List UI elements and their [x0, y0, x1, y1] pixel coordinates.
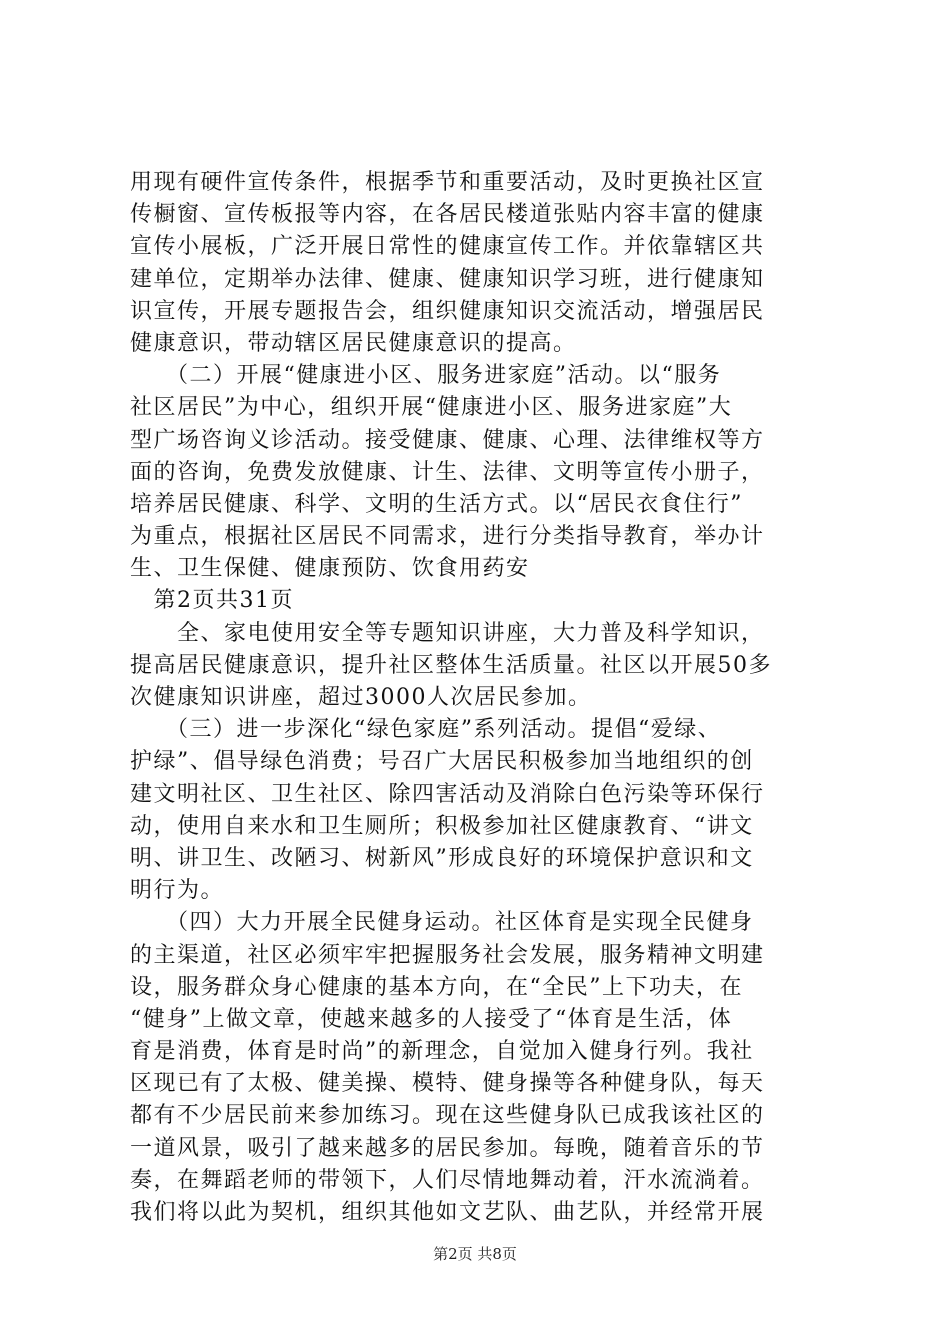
text-line: 生、卫生保健、健康预防、饮食用药安	[130, 556, 530, 582]
text-line: 培养居民健康、科学、文明的生活方式。以“居民衣食住行”	[130, 491, 743, 517]
text-line: 的主渠道，社区必须牢牢把握服务社会发展，服务精神文明建	[130, 942, 765, 968]
text-line: 健康意识，带动辖区居民健康意识的提高。	[130, 330, 577, 356]
body-text	[130, 167, 830, 1229]
text-line: 建文明社区、卫生社区、除四害活动及消除白色污染等环保行	[130, 781, 765, 807]
text-line: 传橱窗、宣传板报等内容，在各居民楼道张贴内容丰富的健康	[130, 202, 765, 228]
text-line: 用现有硬件宣传条件，根据季节和重要活动，及时更换社区宣	[130, 170, 765, 195]
text-line: 一道风景，吸引了越来越多的居民参加。每晚，随着音乐的节	[130, 1135, 765, 1161]
text-line: 动，使用自来水和卫生厕所；积极参加社区健康教育、“讲文	[130, 813, 754, 839]
text-line: 型广场咨询义诊活动。接受健康、健康、心理、法律维权等方	[130, 427, 765, 453]
page-footer: 第2页 共8页	[433, 1245, 517, 1263]
text-line: 为重点，根据社区居民不同需求，进行分类指导教育，举办计	[130, 524, 765, 550]
text-line: 设，服务群众身心健康的基本方向，在“全民”上下功夫，在	[130, 974, 743, 1000]
text-line: （三）进一步深化“绿色家庭”系列活动。提倡“爱绿、	[130, 717, 722, 743]
text-line: 全、家电使用安全等专题知识讲座，大力普及科学知识，	[130, 620, 765, 646]
text-line: 社区居民”为中心，组织开展“健康进小区、服务进家庭”大	[130, 395, 733, 421]
text-line: 奏，在舞蹈老师的带领下，人们尽情地舞动着，汗水流淌着。	[130, 1167, 765, 1193]
text-line: 次健康知识讲座，超过3000人次居民参加。	[130, 685, 592, 710]
text-line: 我们将以此为契机，组织其他如文艺队、曲艺队，并经常开展	[130, 1200, 765, 1225]
text-line: （四）大力开展全民健身运动。社区体育是实现全民健身	[130, 910, 754, 936]
text-line: 明行为。	[130, 878, 225, 904]
text-line: “健身”上做文章，使越来越多的人接受了“体育是生活，体	[130, 1006, 733, 1032]
text-line: 识宣传，开展专题报告会，组织健康知识交流活动，增强居民	[130, 298, 765, 324]
text-line: 提高居民健康意识，提升社区整体生活质量。社区以开展50多	[130, 652, 772, 678]
text-line: 面的咨询，免费发放健康、计生、法律、文明等宣传小册子，	[130, 459, 765, 485]
text-line: 护绿”、倡导绿色消费；号召广大居民积极参加当地组织的创	[130, 749, 754, 775]
inline-page-marker: 第2页共31页	[130, 588, 294, 614]
text-line: 明、讲卫生、改陋习、树新风”形成良好的环境保护意识和文	[130, 845, 754, 871]
text-line: 建单位，定期举办法律、健康、健康知识学习班，进行健康知	[130, 266, 765, 292]
text-line: 区现已有了太极、健美操、模特、健身操等各种健身队，每天	[130, 1071, 765, 1097]
text-line: 育是消费，体育是时尚”的新理念，自觉加入健身行列。我社	[130, 1039, 754, 1065]
text-line: 都有不少居民前来参加练习。现在这些健身队已成我该社区的	[130, 1103, 765, 1129]
text-line: （二）开展“健康进小区、服务进家庭”活动。以“服务	[130, 363, 722, 389]
text-line: 宣传小展板，广泛开展日常性的健康宣传工作。并依靠辖区共	[130, 234, 765, 260]
